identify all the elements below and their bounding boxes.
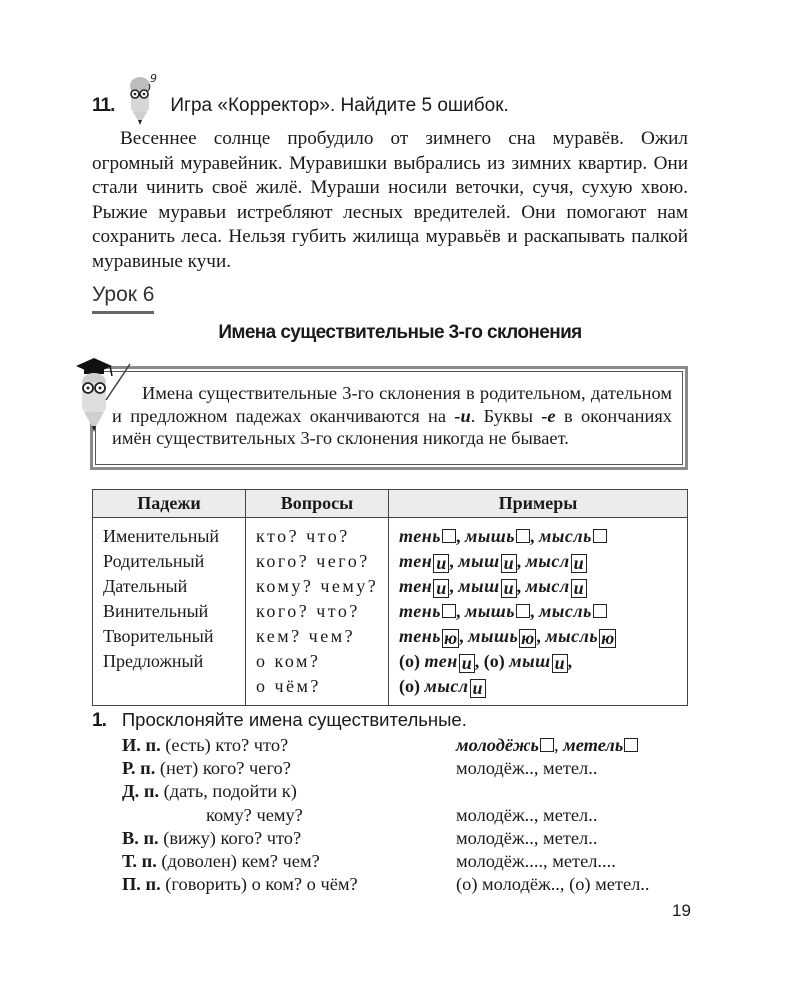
prompt-text: (нет) кого? чего? [155, 758, 291, 779]
separator: , [449, 551, 459, 571]
prompt-text: (говорить) о ком? о чём? [160, 874, 358, 895]
example-word [399, 676, 486, 696]
word-stem: метель [563, 735, 624, 755]
case-abbr: П. п. [122, 874, 161, 895]
rule-part-1: Имена существительные 3-го склонения в родительном, дательном и предложном падежах оканчиваются на [112, 383, 672, 426]
ending-box: и [571, 554, 587, 573]
lesson-heading: Урок 6 [92, 283, 154, 314]
declension-row [122, 780, 702, 803]
exercise-title: Игра «Корректор». Найдите 5 ошибок. [170, 95, 509, 116]
ending-box [516, 604, 530, 618]
case-prompt [122, 827, 456, 850]
case-question: кем? чем? [256, 626, 356, 646]
rule-part-3: в окончаниях имён существительных 3-го склонения никогда не бывает. [112, 405, 672, 448]
ending-box [593, 604, 607, 618]
prompt-text: (дать, подойти к) [159, 781, 297, 802]
word-stem: тен [399, 576, 433, 596]
example-word [468, 626, 536, 646]
case-question: кого? чего? [256, 551, 370, 571]
word-stem: мысль [539, 601, 592, 621]
separator: , [474, 651, 484, 671]
word-stem: мысл [424, 676, 469, 696]
ending-box [593, 529, 607, 543]
example-word [539, 526, 607, 546]
example-word [458, 576, 516, 596]
rule-box [90, 366, 688, 470]
paragraph-text: Весеннее солнце пробудило от зимнего сна муравёв. Ожил огромный муравейник. Муравишки выбрались из зимних квартир. Они стали чинить своё жилё. Мураши носили веточки, сучя, сухую хвою. Рыжие муравьи истребляют лесных вредителей. Они помогают нам сохранить леса. Нельзя губить жилища муравьёв и раскапывать палкой муравиные кучи. [92, 128, 688, 272]
ending-box [442, 604, 456, 618]
preposition: (о) [483, 651, 510, 671]
questions-column [246, 518, 389, 706]
declension-row [122, 850, 702, 873]
example-word [465, 601, 530, 621]
ending-box: и [433, 554, 449, 573]
word-stem: тен [424, 651, 458, 671]
case-question: кому? чему? [256, 576, 379, 596]
prompt-text: (вижу) кого? что? [158, 827, 302, 848]
word-stem: мышь [464, 526, 516, 546]
case-prompt [122, 734, 456, 757]
case-name: Дательный [103, 576, 188, 596]
example-word [539, 601, 607, 621]
example-word [465, 526, 530, 546]
header-examples: Примеры [389, 490, 688, 518]
case-name: Именительный [103, 526, 220, 546]
prompt-text: кому? чему? [206, 804, 303, 825]
answer-blank [456, 873, 650, 896]
ending-box [442, 529, 456, 543]
table-header-row [93, 490, 688, 518]
ending-box [516, 529, 530, 543]
example-word [526, 551, 587, 571]
answer-text: (о) молодёж.., (о) метел.. [456, 874, 650, 895]
declension-row [122, 827, 702, 850]
page-number: 19 [672, 901, 691, 920]
word-stem: тен [399, 551, 433, 571]
case-abbr: Р. п. [122, 758, 156, 779]
case-prompt [122, 780, 456, 803]
case-name: Винительный [103, 601, 209, 621]
thinking-pencil-mascot-icon [122, 72, 162, 128]
separator: , [516, 576, 526, 596]
example-word [545, 626, 616, 646]
case-prompt [122, 850, 456, 873]
case-prompt [122, 757, 456, 780]
word-stem: тень [399, 626, 441, 646]
example-word [399, 551, 449, 571]
word-stem: мыш [458, 551, 500, 571]
answer-text: молодёж.., метел.. [456, 827, 598, 848]
example-word [399, 651, 475, 671]
answer-text: молодёж...., метел.... [456, 850, 616, 871]
word-stem: тень [399, 526, 441, 546]
case-name: Родительный [103, 551, 205, 571]
case-abbr: Д. п. [122, 781, 160, 802]
separator: , [567, 651, 573, 671]
topic-title: Имена существительные 3-го склонения [218, 322, 582, 343]
example-line [399, 649, 687, 674]
separator: , [530, 526, 540, 546]
case-abbr: Т. п. [122, 850, 157, 871]
ending-box: и [501, 579, 517, 598]
example-word [399, 626, 459, 646]
table-body-row [93, 518, 688, 706]
prompt-text: (доволен) кем? чем? [156, 850, 320, 871]
word-stem: тень [399, 601, 441, 621]
case-question: о ком? [256, 651, 321, 671]
case-question: о чём? [256, 676, 321, 696]
answer-blank [456, 757, 597, 780]
header-questions: Вопросы [246, 490, 389, 518]
ending-i: -и [454, 405, 471, 426]
example-line [399, 574, 687, 599]
separator: , [516, 551, 526, 571]
separator: , [553, 735, 564, 755]
separator: , [449, 576, 459, 596]
declension-row [122, 804, 702, 827]
answer-text: молодёж.., метел.. [456, 804, 598, 825]
word-stem: мыш [509, 651, 551, 671]
example-word [399, 601, 456, 621]
example-word [458, 551, 516, 571]
separator: , [530, 601, 540, 621]
declension-row [122, 734, 702, 757]
teacher-pencil-mascot-icon [72, 352, 132, 444]
preposition: (о) [399, 651, 425, 671]
header-cases: Падежи [93, 490, 246, 518]
example-word [399, 526, 456, 546]
ending-box: и [459, 654, 475, 673]
exercise-title: Просклоняйте имена существительные. [121, 709, 467, 730]
word-stem: мысль [545, 626, 599, 646]
case-abbr: И. п. [122, 735, 161, 755]
case-prompt [122, 873, 456, 896]
ending-box [624, 738, 638, 752]
word-stem: мышь [468, 626, 519, 646]
example-word [399, 576, 449, 596]
example-word [484, 651, 568, 671]
separator: , [536, 626, 546, 646]
exercise-11-header [92, 72, 509, 124]
example-line [399, 549, 687, 574]
ending-box: ю [443, 628, 458, 648]
ending-box [540, 738, 554, 752]
answer-blank [456, 804, 597, 827]
case-question: кого? что? [256, 601, 360, 621]
examples-column [389, 518, 688, 706]
exercise-1-header [92, 709, 467, 732]
ending-e: -е [541, 405, 556, 426]
ending-box: и [571, 579, 587, 598]
example-line [399, 674, 687, 699]
rule-part-2: . Буквы [470, 405, 542, 426]
word-stem: мышь [464, 601, 516, 621]
declension-exercise [122, 734, 702, 896]
ending-box: и [470, 679, 486, 698]
example-line [399, 624, 687, 649]
example-line [399, 524, 687, 549]
separator: , [455, 526, 465, 546]
ending-box: и [501, 554, 517, 573]
case-name: Творительный [103, 626, 214, 646]
word-stem: мысл [525, 551, 570, 571]
answer-text: молодёж.., метел.. [456, 758, 598, 779]
separator: , [455, 601, 465, 621]
case-question: кто? что? [256, 526, 350, 546]
svg-text:9: 9 [150, 72, 158, 85]
exercise-number: 1. [92, 710, 106, 731]
rule-text [95, 371, 683, 465]
answer-blank [456, 827, 597, 850]
ending-box: и [552, 654, 568, 673]
case-prompt [122, 804, 456, 827]
word-stem: молодёжь [456, 735, 539, 755]
declension-row [122, 873, 702, 896]
cases-column [93, 518, 246, 706]
declension-row [122, 757, 702, 780]
case-abbr: В. п. [122, 827, 159, 848]
example-line [399, 599, 687, 624]
case-name: Предложный [103, 651, 204, 671]
separator: , [459, 626, 469, 646]
exercise-number: 11. [92, 95, 115, 116]
ending-box: ю [601, 628, 615, 648]
answer-blank [456, 734, 638, 757]
prompt-text: (есть) кто? что? [160, 735, 289, 755]
preposition: (о) [399, 676, 425, 696]
answer-blank [456, 850, 616, 873]
declension-table [92, 489, 688, 706]
example-word [526, 576, 587, 596]
word-stem: мысл [525, 576, 570, 596]
ending-box: и [433, 579, 449, 598]
word-stem: мысль [539, 526, 592, 546]
ending-box: ю [521, 628, 535, 648]
word-stem: мыш [458, 576, 500, 596]
proofreading-text [92, 127, 688, 274]
